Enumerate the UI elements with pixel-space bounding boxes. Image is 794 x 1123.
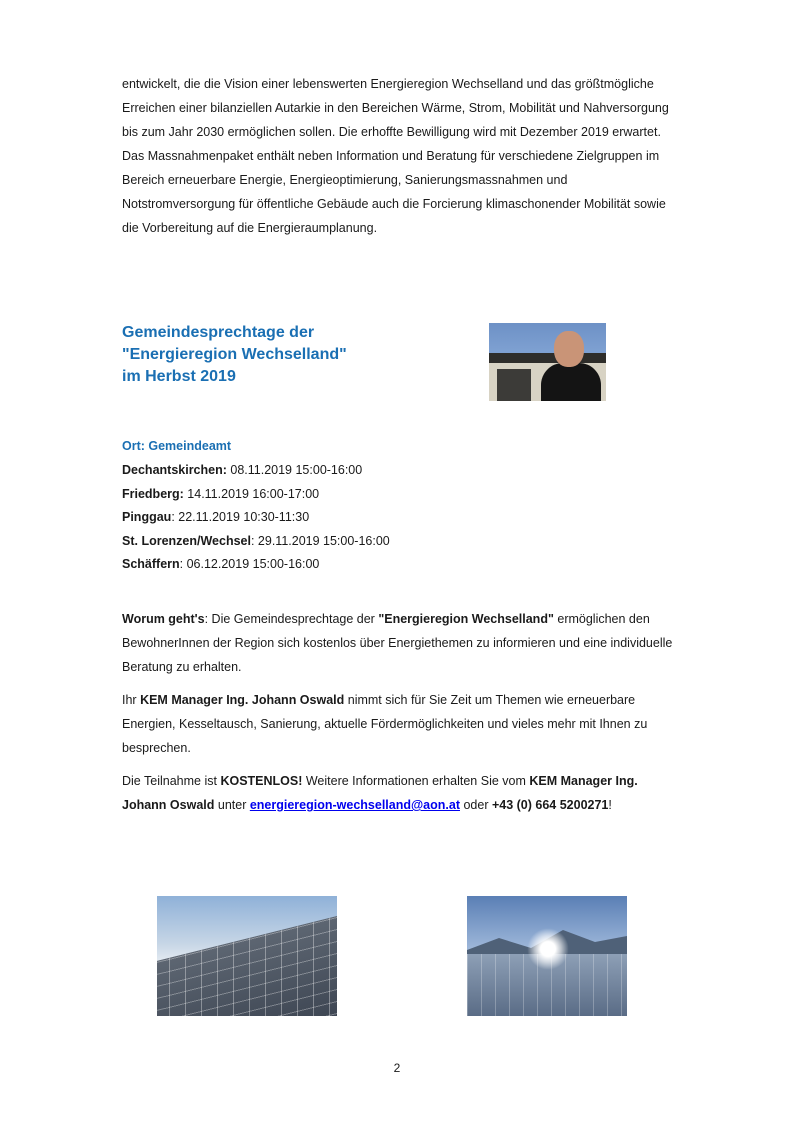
purpose-paragraph: Worum geht's: Die Gemeindesprechtage der "Energieregion Wechselland" ermöglichen den BewohnerInnen der Region sich kostenlos über Energiethemen zu informieren und eine individuelle Beratung zu erhalten. — [122, 612, 673, 674]
date-item-pinggau: Pinggau: 22.11.2019 10:30-11:30 — [122, 510, 310, 524]
date-item-schaeffern: Schäffern: 06.12.2019 15:00-16:00 — [122, 557, 320, 571]
date-item-friedberg: Friedberg: 14.11.2019 16:00-17:00 — [122, 486, 320, 501]
heading-line-2: "Energieregion Wechselland" — [122, 346, 347, 363]
date-list — [122, 459, 390, 577]
solar-panels-photo — [157, 896, 337, 1016]
solar-thermal-photo — [467, 896, 627, 1016]
email-link[interactable]: energieregion-wechselland@aon.at — [249, 798, 460, 812]
date-item-st-lorenzen: St. Lorenzen/Wechsel: 29.11.2019 15:00-16:00 — [122, 533, 390, 548]
intro-paragraph: entwickelt, die die Vision einer lebenswerten Energieregion Wechselland und das größtmögliche Erreichen einer bilanziellen Autarkie in den Bereichen Wärme, Strom, Mobilität und Nahversorgung bis zum Jahr 2030 ermöglichen sollen. Die erhoffte Bewilligung wird mit Dezember 2019 erwartet. Das Massnahmenpaket enthält neben Information und Beratung für verschiedene Zielgruppen im Bereich erneuerbare Energie, Energieoptimierung, Sanierungsmassnahmen und Notstromversorgung für öffentliche Gebäude auch die Forcierung klimaschonender Mobilität sowie die Vorbereitung auf die Energieraumplanung. — [122, 77, 669, 235]
phone-number: +43 (0) 664 5200271 — [491, 798, 609, 812]
section-heading — [122, 322, 462, 388]
location-label: Ort: Gemeindeamt — [122, 439, 232, 453]
heading-line-3: im Herbst 2019 — [122, 368, 236, 385]
contact-paragraph: Die Teilnahme ist KOSTENLOS! Weitere Informationen erhalten Sie vom KEM Manager Ing. Johann Oswald unter energieregion-wechselland@aon.at oder +43 (0) 664 5200271! — [122, 774, 638, 812]
kem-manager-photo — [489, 323, 606, 401]
manager-paragraph: Ihr KEM Manager Ing. Johann Oswald nimmt sich für Sie Zeit um Themen wie erneuerbare Energien, Kesseltausch, Sanierung, aktuelle Fördermöglichkeiten und vieles mehr mit Ihnen zu besprechen. — [122, 693, 648, 755]
heading-line-1: Gemeindesprechtage der — [122, 324, 315, 341]
page-number: 2 — [393, 1061, 401, 1075]
date-item-dechantskirchen: Dechantskirchen: 08.11.2019 15:00-16:00 — [122, 463, 363, 477]
